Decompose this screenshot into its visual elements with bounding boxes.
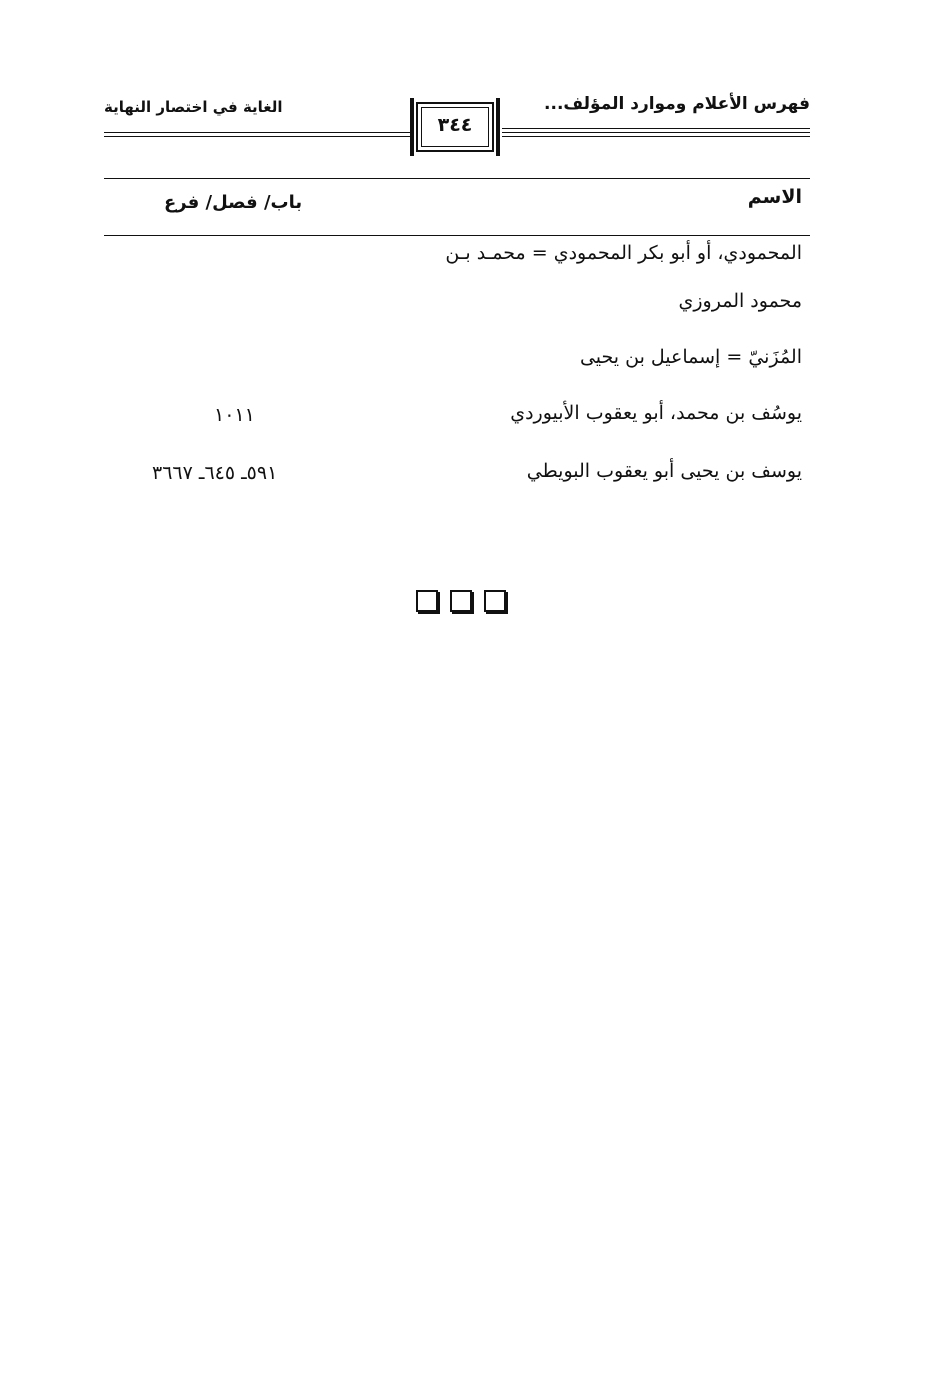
index-entry [104,238,810,290]
entry-reference: ٥٩١ـ ٦٤٥ـ ٣٦٦٧ [152,462,278,484]
column-header-top-rule [104,178,810,179]
header-rule-left [104,132,410,137]
page-number-frame [416,102,494,152]
entry-reference: ١٠١١ [214,404,255,426]
end-square-icon [416,590,438,612]
entry-name: يوسف بن يحيى أبو يعقوب البويطي [526,460,802,482]
index-entries [104,238,810,516]
entry-name: يوسُف بن محمد، أبو يعقوب الأبيوردي [510,402,802,424]
end-square-icon [484,590,506,612]
running-header [104,88,810,164]
frame-ornament-left [410,98,414,156]
index-entry [104,290,810,342]
column-header-bottom-rule [104,235,810,236]
header-rule-right [502,128,810,129]
entry-name: محمود المروزي [678,290,802,312]
index-entry [104,398,810,456]
running-header-section-title: فهرس الأعلام وموارد المؤلف... [544,94,810,114]
section-end-mark [416,590,516,616]
entry-name: المُزَنيّ = إسماعيل بن يحيى [579,346,802,368]
entry-name: المحمودي، أو أبو بكر المحمودي = محمـد بـن [445,242,802,264]
index-entry [104,342,810,398]
frame-ornament-right [496,98,500,156]
column-headers [104,172,810,240]
index-entry [104,456,810,516]
end-square-icon [450,590,472,612]
column-header-reference: باب/ فصل/ فرع [164,192,303,213]
header-rule-right-lower [502,132,810,137]
page-number: ٣٤٤ [437,114,473,136]
running-header-book-title: الغاية في اختصار النهاية [104,98,283,116]
column-header-name: الاسم [747,186,802,208]
